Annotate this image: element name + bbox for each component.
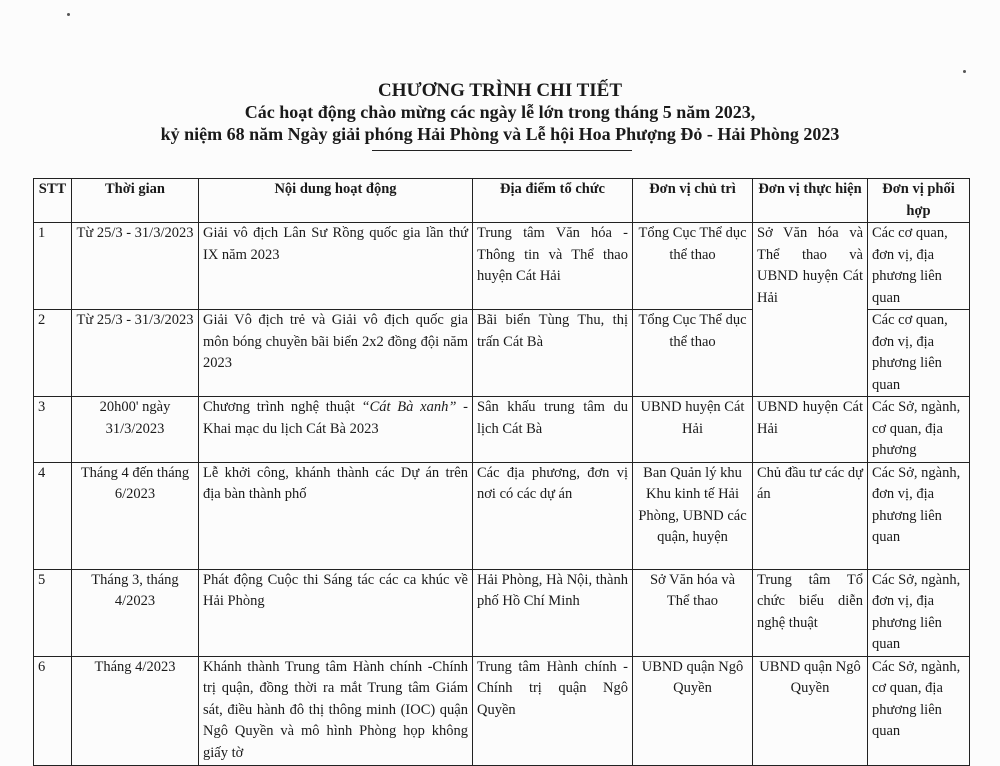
cell-stt: 6 <box>34 656 72 765</box>
cell-time: Từ 25/3 - 31/3/2023 <box>72 223 199 310</box>
cell-time: 20h00' ngày 31/3/2023 <box>72 397 199 463</box>
cell-stt: 1 <box>34 223 72 310</box>
cell-stt: 3 <box>34 397 72 463</box>
header-stt: STT <box>34 179 72 223</box>
cell-content: Giải Vô địch trẻ và Giải vô địch quốc gia môn bóng chuyền bãi biển 2x2 đồng đội năm 2023 <box>199 310 473 397</box>
cell-stt: 4 <box>34 462 72 569</box>
cell-partner: Các Sở, ngành, cơ quan, địa phương liên quan <box>868 656 970 765</box>
cell-stt: 2 <box>34 310 72 397</box>
scan-speck <box>67 13 70 16</box>
cell-host: Ban Quản lý khu Khu kinh tế Hải Phòng, UBND các quận, huyện <box>633 462 753 569</box>
scan-speck <box>963 70 966 73</box>
title-underline <box>372 150 632 151</box>
cell-partner: Các Sở, ngành, cơ quan, địa phương <box>868 397 970 463</box>
cell-location: Trung tâm Hành chính - Chính trị quận Ngô Quyền <box>473 656 633 765</box>
header-time: Thời gian <box>72 179 199 223</box>
header-content: Nội dung hoạt động <box>199 179 473 223</box>
cell-partner: Các cơ quan, đơn vị, địa phương liên quan <box>868 223 970 310</box>
cell-time: Tháng 4/2023 <box>72 656 199 765</box>
table-row <box>34 462 970 569</box>
cell-host: UBND quận Ngô Quyền <box>633 656 753 765</box>
cell-executor: Sở Văn hóa và Thể thao và UBND huyện Cát Hải <box>753 223 868 397</box>
activity-table <box>33 178 970 766</box>
cell-partner: Các cơ quan, đơn vị, địa phương liên quan <box>868 310 970 397</box>
cell-executor: UBND quận Ngô Quyền <box>753 656 868 765</box>
cell-host: Sở Văn hóa và Thể thao <box>633 569 753 656</box>
table-row <box>34 223 970 310</box>
header-location: Địa điểm tổ chức <box>473 179 633 223</box>
cell-location: Sân khấu trung tâm du lịch Cát Bà <box>473 397 633 463</box>
cell-partner: Các Sở, ngành, đơn vị, địa phương liên quan <box>868 462 970 569</box>
header-host: Đơn vị chủ trì <box>633 179 753 223</box>
cell-location: Các địa phương, đơn vị nơi có các dự án <box>473 462 633 569</box>
cell-time: Tháng 3, tháng 4/2023 <box>72 569 199 656</box>
cell-host: Tổng Cục Thể dục thể thao <box>633 310 753 397</box>
table-row <box>34 397 970 463</box>
cell-content: Khánh thành Trung tâm Hành chính -Chính trị quận, đồng thời ra mắt Trung tâm Giám sát, điều hành đô thị thông minh (IOC) quận Ngô Quyền và mô hình Phòng họp không giấy tờ <box>199 656 473 765</box>
cell-executor: UBND huyện Cát Hải <box>753 397 868 463</box>
cell-time: Tháng 4 đến tháng 6/2023 <box>72 462 199 569</box>
cell-content <box>199 397 473 463</box>
header-executor: Đơn vị thực hiện <box>753 179 868 223</box>
cell-executor: Chủ đầu tư các dự án <box>753 462 868 569</box>
cell-location: Bãi biển Tùng Thu, thị trấn Cát Bà <box>473 310 633 397</box>
document-title: CHƯƠNG TRÌNH CHI TIẾT <box>377 80 623 101</box>
cell-content: Lễ khởi công, khánh thành các Dự án trên địa bàn thành phố <box>199 462 473 569</box>
header-partner: Đơn vị phối hợp <box>868 179 970 223</box>
table-header-row <box>34 179 970 223</box>
cell-location: Trung tâm Văn hóa - Thông tin và Thể thao huyện Cát Hải <box>473 223 633 310</box>
content-prefix: Chương trình nghệ thuật <box>203 399 362 415</box>
cell-executor: Trung tâm Tổ chức biểu diễn nghệ thuật <box>753 569 868 656</box>
cell-content: Giải vô địch Lân Sư Rồng quốc gia lần thứ IX năm 2023 <box>199 223 473 310</box>
cell-host: UBND huyện Cát Hải <box>633 397 753 463</box>
cell-content: Phát động Cuộc thi Sáng tác các ca khúc về Hải Phòng <box>199 569 473 656</box>
content-program-name: “Cát Bà xanh” <box>361 399 457 415</box>
document-subtitle-line2: kỷ niệm 68 năm Ngày giải phóng Hải Phòng và Lễ hội Hoa Phượng Đỏ - Hải Phòng 2023 <box>160 124 840 144</box>
table-row <box>34 656 970 765</box>
cell-partner: Các Sở, ngành, đơn vị, địa phương liên quan <box>868 569 970 656</box>
cell-location: Hải Phòng, Hà Nội, thành phố Hồ Chí Minh <box>473 569 633 656</box>
cell-host: Tổng Cục Thể dục thể thao <box>633 223 753 310</box>
cell-stt: 5 <box>34 569 72 656</box>
cell-time: Từ 25/3 - 31/3/2023 <box>72 310 199 397</box>
document-subtitle-line1: Các hoạt động chào mừng các ngày lễ lớn trong tháng 5 năm 2023, <box>244 102 756 122</box>
content-suffix: - Khai mạc du lịch Cát Bà 2023 <box>203 399 469 437</box>
table-row <box>34 569 970 656</box>
